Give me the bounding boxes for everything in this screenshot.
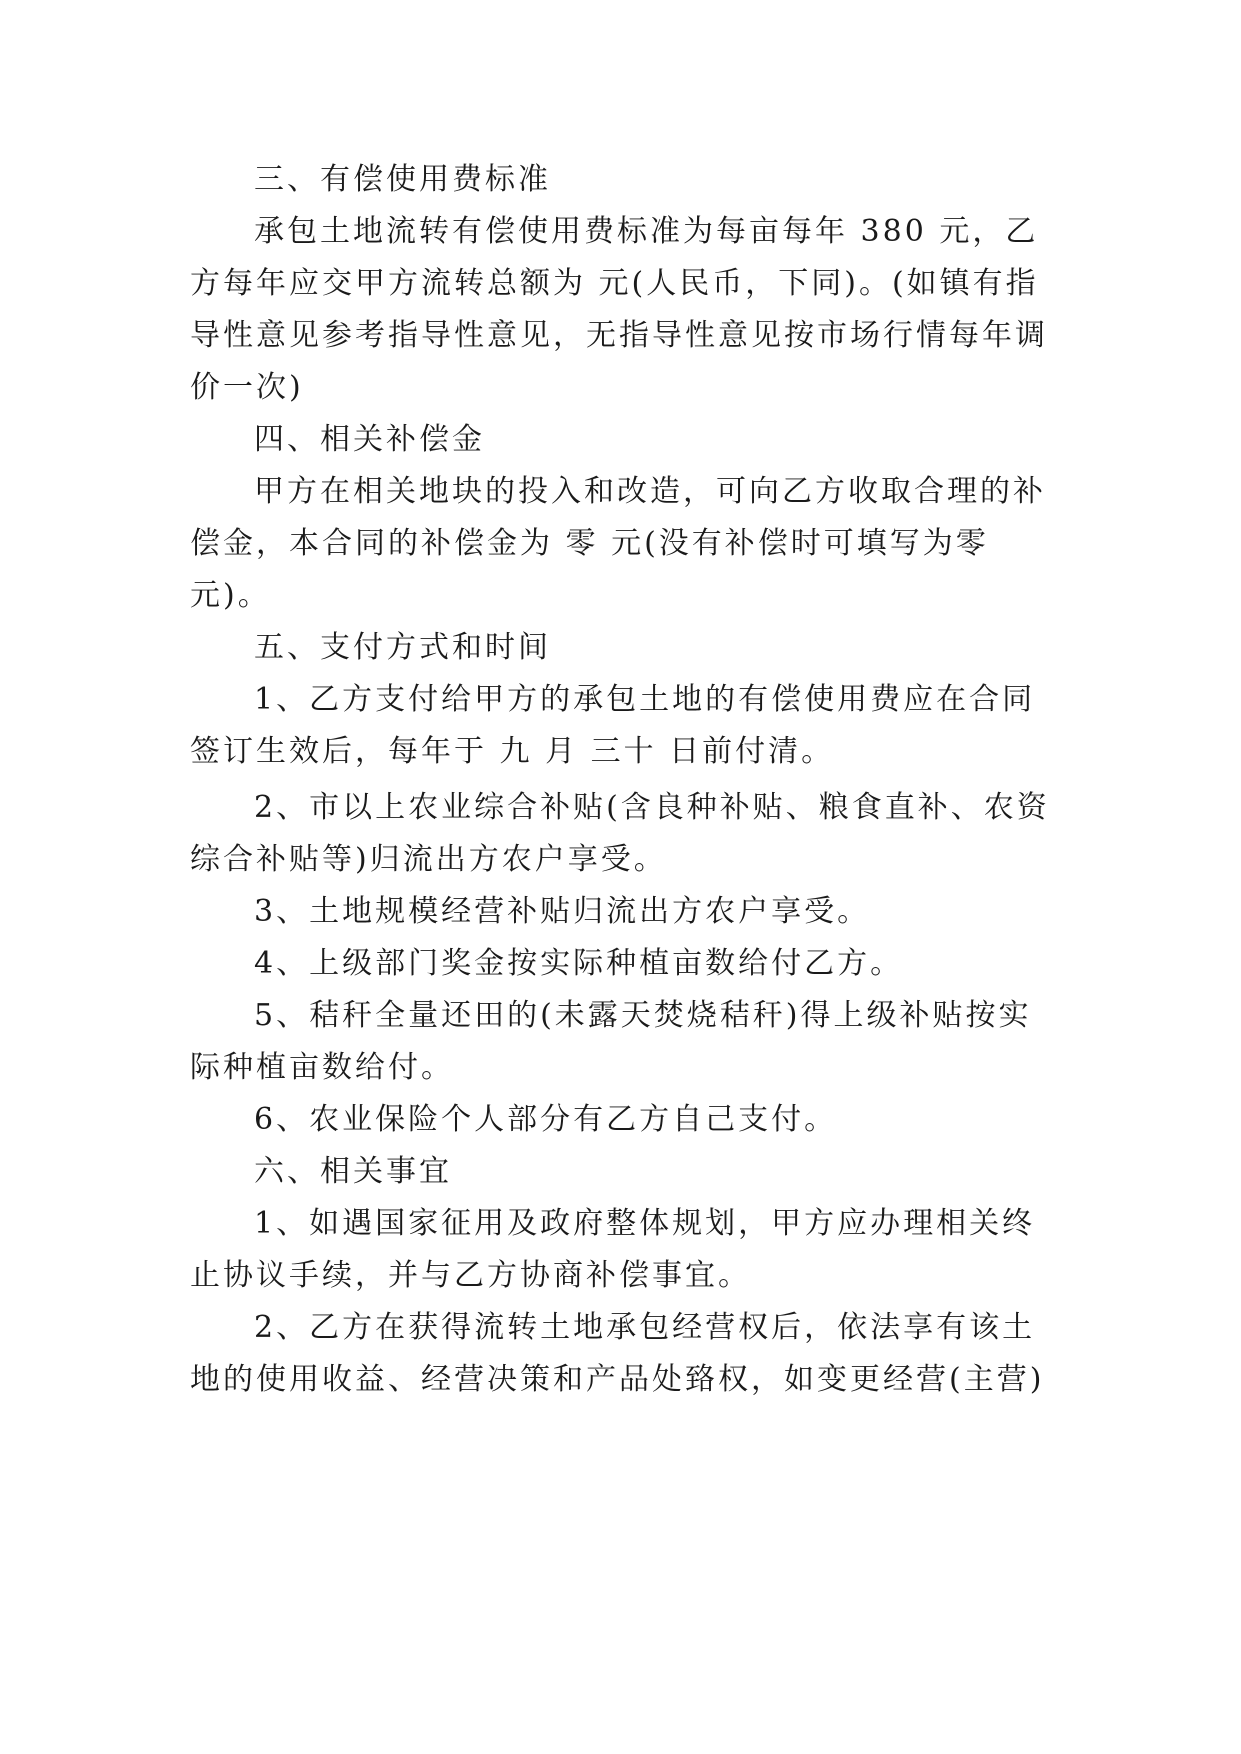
section-heading-compensation: 四、相关补偿金 — [254, 422, 485, 457]
paragraph-line: 签订生效后，每年于 九 月 三十 日前付清。 — [190, 734, 835, 769]
paragraph-line: 偿金，本合同的补偿金为 零 元(没有补偿时可填写为零 — [190, 526, 989, 561]
paragraph-line: 综合补贴等)归流出方农户享受。 — [190, 842, 667, 877]
paragraph-line: 2、市以上农业综合补贴(含良种补贴、粮食直补、农资 — [254, 790, 1050, 825]
paragraph-line: 方每年应交甲方流转总额为 元(人民币，下同)。(如镇有指 — [190, 266, 1039, 301]
paragraph-line: 甲方在相关地块的投入和改造，可向乙方收取合理的补 — [254, 474, 1046, 509]
paragraph-line: 1、如遇国家征用及政府整体规划，甲方应办理相关终 — [254, 1206, 1036, 1241]
section-heading-fee-standard: 三、有偿使用费标准 — [254, 162, 551, 197]
paragraph-line: 止协议手续，并与乙方协商补偿事宜。 — [190, 1258, 751, 1293]
paragraph-line: 价一次) — [190, 370, 304, 405]
paragraph-line: 际种植亩数给付。 — [190, 1050, 454, 1085]
paragraph-line: 地的使用收益、经营决策和产品处臵权，如变更经营(主营) — [190, 1362, 1045, 1397]
paragraph-line: 3、土地规模经营补贴归流出方农户享受。 — [254, 894, 871, 929]
paragraph-line: 4、上级部门奖金按实际种植亩数给付乙方。 — [254, 946, 904, 981]
section-heading-payment: 五、支付方式和时间 — [254, 630, 551, 665]
paragraph-line: 2、乙方在获得流转土地承包经营权后，依法享有该土 — [254, 1310, 1036, 1345]
section-heading-related-matters: 六、相关事宜 — [254, 1154, 452, 1189]
paragraph-line: 元)。 — [190, 578, 271, 613]
paragraph-line: 6、农业保险个人部分有乙方自己支付。 — [254, 1102, 838, 1137]
paragraph-line: 1、乙方支付给甲方的承包土地的有偿使用费应在合同 — [254, 682, 1036, 717]
paragraph-line: 导性意见参考指导性意见，无指导性意见按市场行情每年调 — [190, 318, 1048, 353]
paragraph-line: 承包土地流转有偿使用费标准为每亩每年 380 元，乙 — [254, 214, 1039, 249]
paragraph-line: 5、秸秆全量还田的(未露天焚烧秸秆)得上级补贴按实 — [254, 998, 1032, 1033]
